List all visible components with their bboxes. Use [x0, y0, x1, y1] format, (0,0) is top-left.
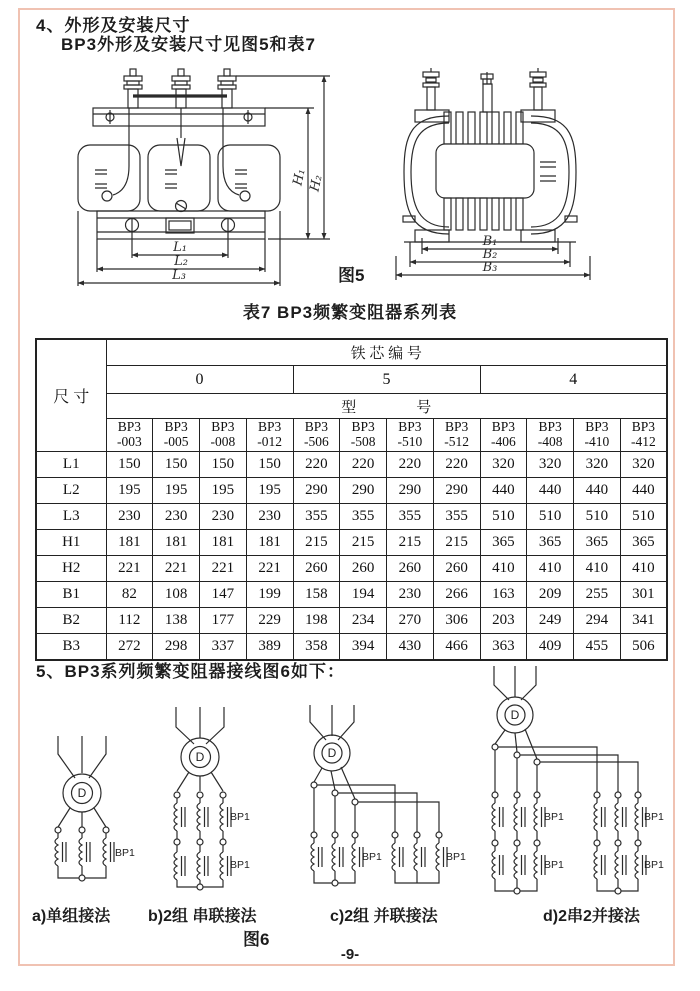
resistor-label: BP1	[446, 851, 466, 863]
value-cell: 290	[340, 478, 387, 504]
resistor-label: BP1	[544, 859, 564, 871]
diagram-a-label: a)单组接法	[32, 908, 111, 925]
value-cell: 230	[106, 504, 153, 530]
core-group-5: 5	[293, 366, 480, 394]
value-cell: 510	[620, 504, 667, 530]
value-cell: 215	[293, 530, 340, 556]
motor-label: D	[77, 786, 87, 800]
table7	[35, 338, 668, 661]
value-cell: 301	[620, 582, 667, 608]
value-cell: 195	[246, 478, 293, 504]
value-cell: 355	[433, 504, 480, 530]
dimension-label-b1: B₁	[482, 234, 498, 249]
value-cell: 158	[293, 582, 340, 608]
value-cell: 294	[574, 608, 621, 634]
core-group-4: 4	[480, 366, 667, 394]
value-cell: 230	[246, 504, 293, 530]
value-cell: 320	[480, 452, 527, 478]
value-cell: 290	[293, 478, 340, 504]
model-suffix: -012	[257, 434, 282, 449]
model-cell	[340, 419, 387, 452]
terminal-stack	[172, 69, 190, 108]
table-row	[36, 452, 667, 478]
value-cell: 234	[340, 608, 387, 634]
figure6-diagram-a	[28, 692, 148, 910]
value-cell: 221	[153, 556, 200, 582]
table7-title: 表7 BP3频繁变阻器系列表	[242, 303, 458, 322]
value-cell: 203	[480, 608, 527, 634]
value-cell: 82	[106, 582, 153, 608]
figure6-diagram-c	[298, 690, 483, 910]
value-cell: 220	[433, 452, 480, 478]
terminal-stack	[218, 69, 236, 108]
model-prefix: BP3	[444, 419, 469, 435]
resistor-side-outline	[403, 68, 577, 242]
model-prefix: BP3	[351, 419, 375, 435]
value-cell: 341	[620, 608, 667, 634]
dimension-label-b2: B₂	[482, 247, 498, 262]
dimension-label-h1: H₁	[290, 167, 309, 187]
resistor-label: BP1	[115, 847, 135, 859]
value-cell: 220	[293, 452, 340, 478]
model-cell	[574, 419, 621, 452]
page-number: -9-	[340, 946, 360, 963]
value-cell: 150	[200, 452, 247, 478]
value-cell: 510	[574, 504, 621, 530]
figure6-diagram-d	[482, 662, 682, 914]
model-suffix: -512	[444, 434, 469, 449]
motor-and-wiring-b	[174, 707, 231, 890]
table-row	[36, 504, 667, 530]
value-cell: 220	[387, 452, 434, 478]
motor-label: D	[327, 746, 337, 760]
value-cell: 150	[106, 452, 153, 478]
dimension-label-b3: B₃	[482, 260, 498, 275]
value-cell: 355	[387, 504, 434, 530]
value-cell: 440	[527, 478, 574, 504]
value-cell: 147	[200, 582, 247, 608]
value-cell: 466	[433, 634, 480, 661]
dimension-row-label: H1	[36, 530, 106, 556]
value-cell: 506	[620, 634, 667, 661]
value-cell: 410	[574, 556, 621, 582]
dimension-label-l2: L₂	[174, 254, 188, 269]
value-cell: 320	[527, 452, 574, 478]
model-cell	[527, 419, 574, 452]
value-cell: 181	[246, 530, 293, 556]
value-cell: 363	[480, 634, 527, 661]
model-header: 型 号	[106, 394, 667, 419]
value-cell: 181	[153, 530, 200, 556]
value-cell: 298	[153, 634, 200, 661]
value-cell: 409	[527, 634, 574, 661]
value-cell: 138	[153, 608, 200, 634]
value-cell: 255	[574, 582, 621, 608]
model-suffix: -510	[397, 434, 423, 449]
value-cell: 260	[340, 556, 387, 582]
core-group-0: 0	[106, 366, 293, 394]
value-cell: 195	[200, 478, 247, 504]
value-cell: 440	[480, 478, 527, 504]
table-row	[36, 582, 667, 608]
diagram-c-label: c)2组 并联接法	[330, 908, 438, 925]
model-prefix: BP3	[211, 419, 235, 435]
dimension-row-label: H2	[36, 556, 106, 582]
model-suffix: -412	[631, 434, 656, 449]
table-row	[36, 556, 667, 582]
value-cell: 272	[106, 634, 153, 661]
value-cell: 410	[620, 556, 667, 582]
value-cell: 215	[340, 530, 387, 556]
model-cell	[620, 419, 667, 452]
value-cell: 510	[527, 504, 574, 530]
dimension-row-label: L1	[36, 452, 106, 478]
model-header-row	[36, 419, 667, 452]
value-cell: 249	[527, 608, 574, 634]
value-cell: 337	[200, 634, 247, 661]
value-cell: 270	[387, 608, 434, 634]
diagram-d-label: d)2串2并接法	[543, 908, 640, 925]
figure6-caption: 图6	[243, 930, 270, 949]
value-cell: 198	[293, 608, 340, 634]
value-cell: 230	[200, 504, 247, 530]
model-suffix: -408	[537, 434, 563, 449]
value-cell: 150	[153, 452, 200, 478]
resistor-front-outline	[78, 69, 280, 239]
value-cell: 394	[340, 634, 387, 661]
model-suffix: -406	[491, 434, 516, 449]
model-suffix: -008	[210, 434, 236, 449]
value-cell: 112	[106, 608, 153, 634]
value-cell: 260	[433, 556, 480, 582]
model-prefix: BP3	[117, 419, 141, 435]
section5-heading: 5、BP3系列频繁变阻器接线图6如下：	[36, 662, 345, 681]
value-cell: 199	[246, 582, 293, 608]
model-cell	[200, 419, 247, 452]
model-cell	[433, 419, 480, 452]
model-cell	[246, 419, 293, 452]
value-cell: 306	[433, 608, 480, 634]
table-row	[36, 608, 667, 634]
value-cell: 181	[106, 530, 153, 556]
value-cell: 365	[527, 530, 574, 556]
value-cell: 215	[387, 530, 434, 556]
value-cell: 260	[293, 556, 340, 582]
table7-body	[36, 452, 667, 661]
value-cell: 215	[433, 530, 480, 556]
diagram-b-label: b)2组 串联接法	[148, 908, 257, 925]
dimension-row-label: B1	[36, 582, 106, 608]
model-prefix: BP3	[257, 419, 282, 435]
model-suffix: -506	[304, 434, 329, 449]
value-cell: 440	[620, 478, 667, 504]
terminal-stack	[124, 69, 142, 108]
value-cell: 150	[246, 452, 293, 478]
model-prefix: BP3	[538, 419, 562, 435]
value-cell: 455	[574, 634, 621, 661]
model-cell	[293, 419, 340, 452]
motor-and-wiring-a	[55, 736, 114, 881]
value-cell: 181	[200, 530, 247, 556]
model-cell	[480, 419, 527, 452]
resistor-label: BP1	[230, 811, 250, 823]
value-cell: 355	[340, 504, 387, 530]
figure5-side-view-drawing	[390, 66, 625, 286]
value-cell: 195	[153, 478, 200, 504]
motor-and-wiring-d	[492, 666, 646, 894]
value-cell: 365	[574, 530, 621, 556]
model-prefix: BP3	[304, 419, 328, 435]
motor-label: D	[195, 750, 205, 764]
model-prefix: BP3	[164, 419, 188, 435]
value-cell: 290	[387, 478, 434, 504]
dimension-label-l3: L₃	[172, 268, 186, 283]
value-cell: 230	[153, 504, 200, 530]
value-cell: 389	[246, 634, 293, 661]
table-row	[36, 478, 667, 504]
model-cell	[387, 419, 434, 452]
model-prefix: BP3	[491, 419, 515, 435]
size-corner-header: 尺 寸	[36, 339, 106, 452]
section4-heading-line1: 4、外形及安装尺寸	[36, 16, 191, 35]
value-cell: 230	[387, 582, 434, 608]
dimension-row-label: L3	[36, 504, 106, 530]
value-cell: 220	[340, 452, 387, 478]
value-cell: 320	[574, 452, 621, 478]
model-suffix: -410	[584, 434, 610, 449]
value-cell: 365	[620, 530, 667, 556]
resistor-label: BP1	[362, 851, 382, 863]
table-row	[36, 530, 667, 556]
value-cell: 108	[153, 582, 200, 608]
section4-heading-line2: BP3外形及安装尺寸见图5和表7	[61, 35, 316, 54]
model-cell	[106, 419, 153, 452]
dimension-row-label: L2	[36, 478, 106, 504]
value-cell: 365	[480, 530, 527, 556]
model-prefix: BP3	[631, 419, 655, 435]
resistor-label: BP1	[644, 859, 664, 871]
dimension-row-label: B3	[36, 634, 106, 661]
value-cell: 260	[387, 556, 434, 582]
resistor-label: BP1	[544, 811, 564, 823]
model-prefix: BP3	[398, 419, 422, 435]
value-cell: 195	[106, 478, 153, 504]
value-cell: 410	[527, 556, 574, 582]
value-cell: 221	[246, 556, 293, 582]
value-cell: 266	[433, 582, 480, 608]
dimension-row-label: B2	[36, 608, 106, 634]
figure6-diagram-b	[158, 700, 288, 912]
value-cell: 410	[480, 556, 527, 582]
figure5-caption: 图5	[338, 266, 365, 285]
value-cell: 510	[480, 504, 527, 530]
model-suffix: -508	[350, 434, 376, 449]
value-cell: 221	[200, 556, 247, 582]
resistor-label: BP1	[230, 859, 250, 871]
model-suffix: -005	[163, 434, 189, 449]
value-cell: 430	[387, 634, 434, 661]
value-cell: 358	[293, 634, 340, 661]
value-cell: 440	[574, 478, 621, 504]
value-cell: 177	[200, 608, 247, 634]
resistor-label: BP1	[644, 811, 664, 823]
value-cell: 355	[293, 504, 340, 530]
value-cell: 229	[246, 608, 293, 634]
model-suffix: -003	[117, 434, 142, 449]
dimension-label-h2: H₂	[307, 173, 326, 193]
model-cell	[153, 419, 200, 452]
value-cell: 320	[620, 452, 667, 478]
value-cell: 221	[106, 556, 153, 582]
value-cell: 290	[433, 478, 480, 504]
core-number-header: 铁 芯 编 号	[106, 339, 667, 366]
motor-label: D	[510, 708, 520, 722]
dimension-label-l1: L₁	[173, 240, 187, 255]
value-cell: 163	[480, 582, 527, 608]
value-cell: 209	[527, 582, 574, 608]
value-cell: 194	[340, 582, 387, 608]
model-prefix: BP3	[585, 419, 609, 435]
